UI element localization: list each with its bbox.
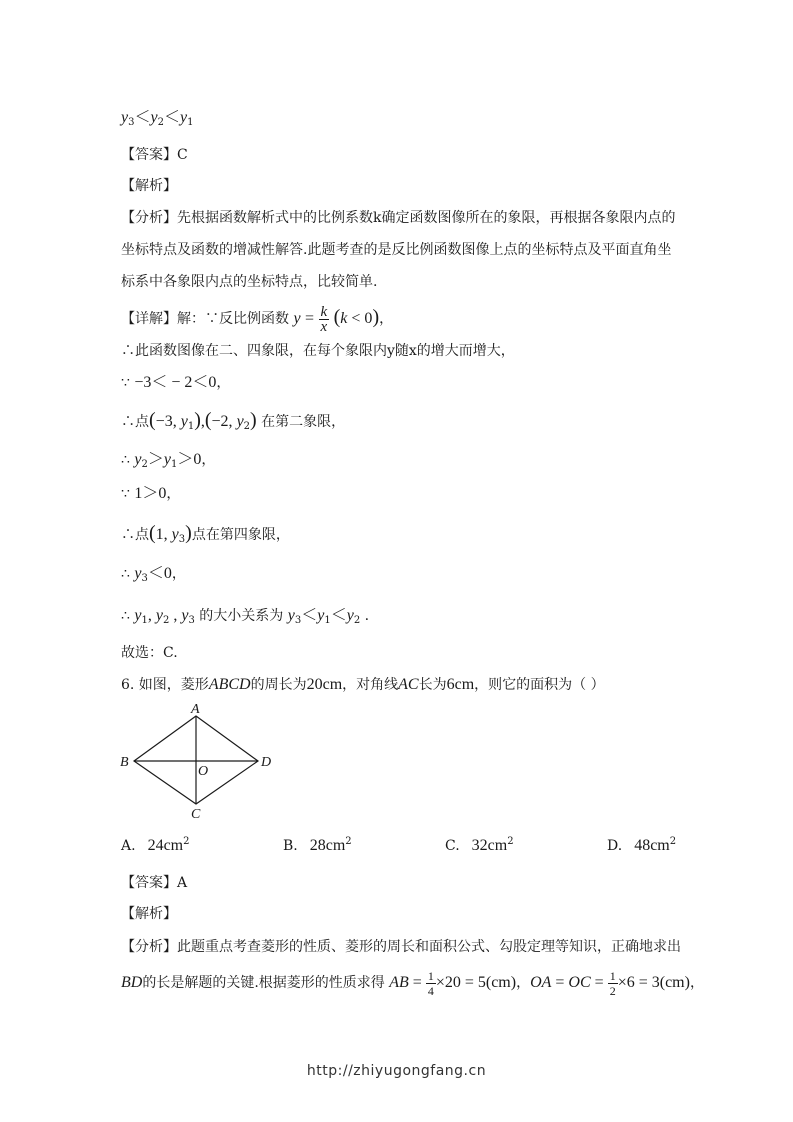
label-d: D [261, 755, 272, 770]
question-6: 6. 如图，菱形ABCD的周长为20cm，对角线AC长为6cm，则它的面积为（ ） [121, 676, 605, 693]
fraction-k-over-x: $\frac{k}{x}$ [320, 303, 328, 335]
step-6: ∴点(1, $y_3$)点在第四象限， [121, 522, 290, 545]
analysis-label-1: 【解析】 [121, 178, 177, 194]
option-d[interactable]: D. $48cm^2$ [607, 836, 677, 854]
label-c: C [191, 807, 201, 822]
step-5: ∵ 1＞0， [121, 485, 181, 502]
step-2: ∵ −3＜ − 2＜0， [121, 374, 231, 391]
top-inequality: $y_3<y_2<y_1$ [121, 109, 194, 128]
step-3: ∴点(−3, $y_1),(-2$, $y_2$) 在第二象限， [121, 409, 346, 432]
step-7: ∴ $y_3<0$， [121, 565, 186, 584]
fenxi-line-3: 标系中各象限内点的坐标特点，比较简单. [121, 274, 378, 290]
step-1: ∴此函数图像在二、四象限，在每个象限内y随x的增大而增大， [121, 343, 515, 359]
fenxi2-line-2: BD的长是解题的关键.根据菱形的性质求得 AB = $\frac{1}{4}$ ×20 = 5(cm)，OA = OC = $\frac{1}{2}$ ×6 = 3(cm)， [121, 968, 704, 998]
answer-label: 【答案】 [121, 147, 177, 163]
label-o: O [198, 764, 209, 779]
xiangjie-line: 【详解】解：∵反比例函数 y = $\frac{k}{x}$ (k < 0)， [121, 303, 394, 335]
fenxi2-line-1: 【分析】此题重点考查菱形的性质、菱形的周长和面积公式、勾股定理等知识，正确地求出 [121, 939, 681, 955]
fenxi-line-2: 坐标特点及函数的增减性解答.此题考查的是反比例函数图像上点的坐标特点及平面直角坐 [121, 242, 672, 258]
analysis-label-2: 【解析】 [121, 906, 177, 922]
label-a: A [191, 702, 200, 717]
option-a[interactable]: A. $24cm^2$ [121, 836, 190, 854]
answer-value: C [177, 147, 188, 163]
footer-url[interactable]: http://zhiyugongfang.cn [306, 1063, 487, 1079]
option-c[interactable]: C. $32cm^2$ [445, 836, 514, 854]
guxuan-line: 故选：C. [121, 645, 178, 661]
option-b[interactable]: B. $28cm^2$ [283, 836, 352, 854]
rhombus-diagram [115, 700, 285, 822]
step-8: ∴ $y_1$, $y_2$ , $y_3$ 的大小关系为 $y_3<y_1<y_2$ . [121, 607, 370, 626]
step-4: ∴ $y_2>y_1>0$， [121, 451, 216, 470]
answer-line-1 [121, 145, 188, 165]
fenxi-line-1: 【分析】先根据函数解析式中的比例系数k确定函数图像所在的象限，再根据各象限内点的 [121, 210, 676, 226]
answer-line-2: 【答案】A [121, 875, 188, 891]
label-b: B [120, 755, 129, 770]
